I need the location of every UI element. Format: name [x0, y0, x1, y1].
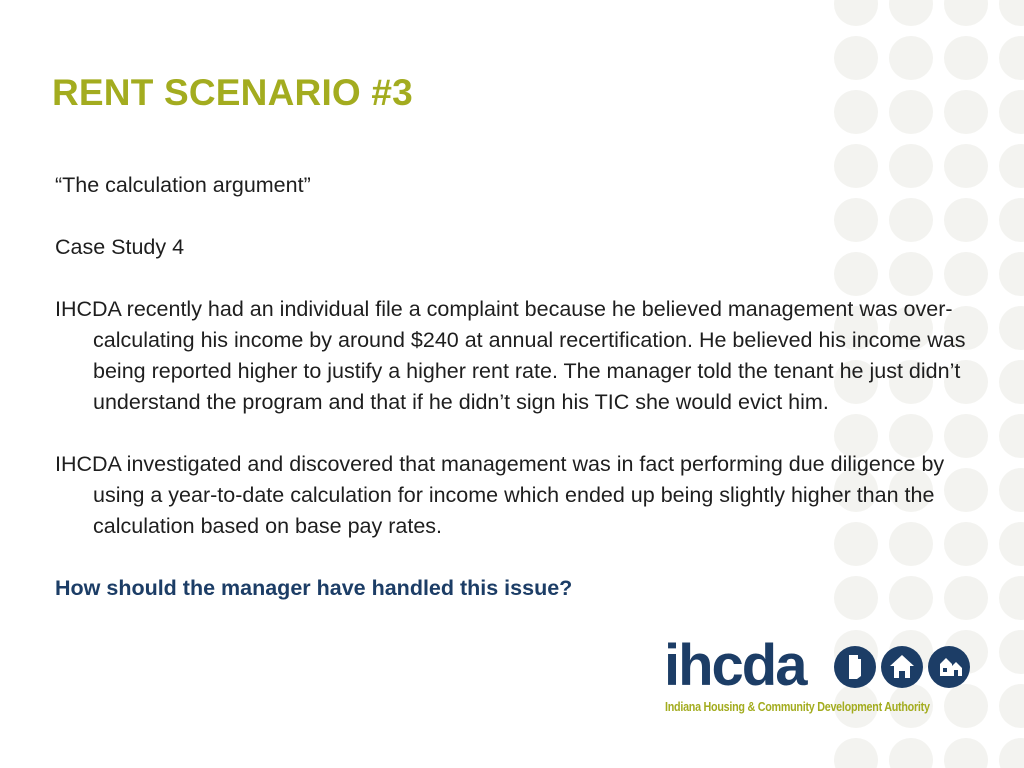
decorative-dot	[999, 144, 1024, 188]
decorative-dot	[834, 738, 878, 768]
decorative-dot	[999, 0, 1024, 26]
decorative-dot	[944, 738, 988, 768]
decorative-dot	[889, 36, 933, 80]
decorative-dot	[889, 0, 933, 26]
decorative-dot	[999, 252, 1024, 296]
decorative-dot	[889, 90, 933, 134]
slide-body	[55, 170, 985, 604]
decorative-dot	[944, 36, 988, 80]
decorative-dot	[834, 0, 878, 26]
decorative-dot	[889, 738, 933, 768]
discussion-question: How should the manager have handled this issue?	[55, 576, 573, 600]
slide-title: RENT SCENARIO #3	[52, 72, 413, 113]
decorative-dot	[999, 36, 1024, 80]
decorative-dot	[999, 306, 1024, 350]
decorative-dot	[944, 0, 988, 26]
decorative-dot	[999, 414, 1024, 458]
logo-tagline: Indiana Housing & Community Development Authority	[665, 700, 930, 714]
decorative-dot	[999, 684, 1024, 728]
indiana-state-icon	[834, 646, 876, 688]
decorative-dot	[999, 738, 1024, 768]
decorative-dot	[999, 522, 1024, 566]
decorative-dot	[999, 90, 1024, 134]
complaint-paragraph: IHCDA recently had an individual file a complaint because he believed management was over-calculating his income by around $240 at annual recertification. He believed his income was being reported higher to justify a higher rent rate. The manager told the tenant he just didn’t understand the program and that if he didn’t sign his TIC she would evict him.	[55, 297, 966, 414]
investigation-paragraph: IHCDA investigated and discovered that management was in fact performing due diligence by using a year-to-date calculation for income which ended up being slightly higher than the calculation based on base pay rates.	[55, 452, 945, 538]
decorative-dot	[834, 36, 878, 80]
ihcda-logo	[664, 633, 984, 724]
decorative-dot	[999, 360, 1024, 404]
subtitle-quote: “The calculation argument”	[55, 173, 311, 197]
decorative-dot	[999, 468, 1024, 512]
decorative-dot	[999, 576, 1024, 620]
house-icon	[881, 646, 923, 688]
logo-wordmark: ihcda	[664, 633, 806, 698]
case-study-label: Case Study 4	[55, 235, 185, 259]
decorative-dot	[999, 198, 1024, 242]
decorative-dot	[999, 630, 1024, 674]
decorative-dot	[944, 90, 988, 134]
decorative-dot	[834, 90, 878, 134]
community-icon	[928, 646, 970, 688]
